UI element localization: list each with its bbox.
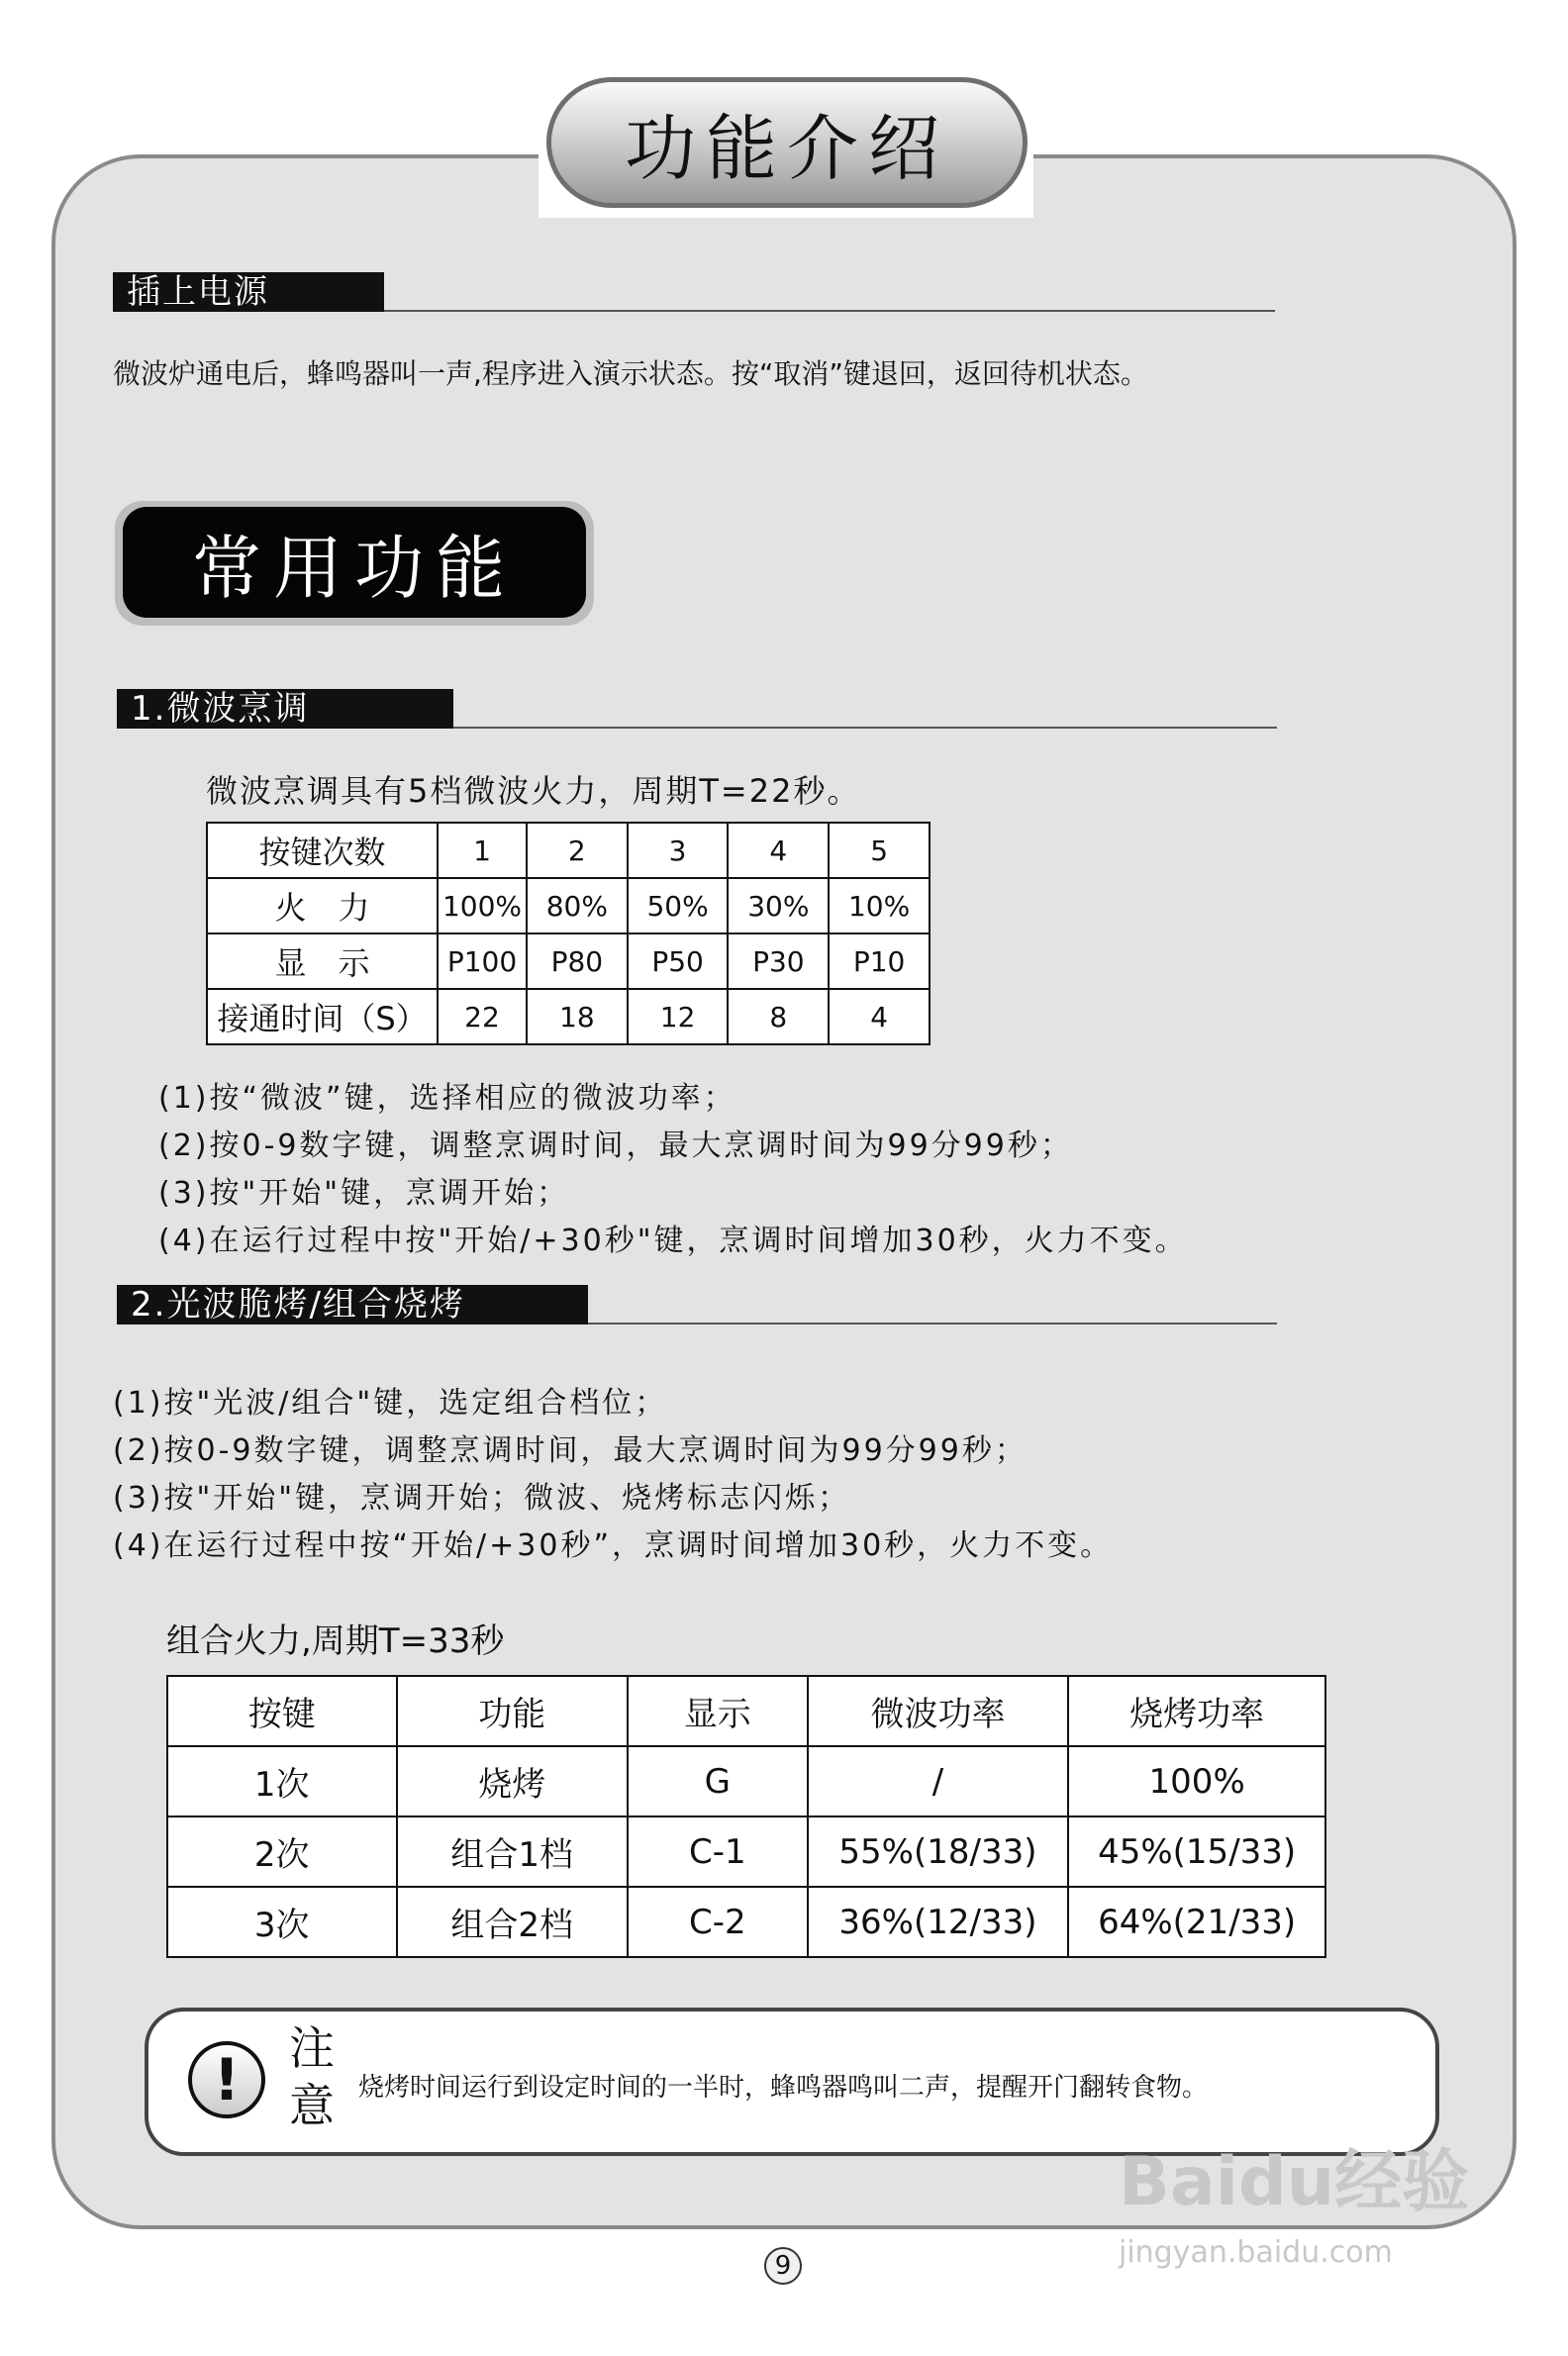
table-cell: 12: [628, 989, 729, 1044]
table-cell: 22: [438, 989, 527, 1044]
table-cell: 55%(18/33): [808, 1816, 1069, 1887]
table-cell: 4: [728, 823, 829, 878]
table-cell: 100%: [1068, 1746, 1325, 1816]
table-cell: C-2: [628, 1887, 808, 1957]
table-cell: 80%: [527, 878, 628, 933]
table-header-cell: 烧烤功率: [1068, 1676, 1325, 1746]
table-cell: 组合1档: [397, 1816, 629, 1887]
grill-step-1: (1)按"光波/组合"键，选定组合档位；: [113, 1386, 668, 1421]
table-cell: 45%(15/33): [1068, 1816, 1325, 1887]
table-cell: 2次: [167, 1816, 397, 1887]
microwave-step-4: (4)在运行过程中按"开始/+30秒"键，烹调时间增加30秒，火力不变。: [158, 1224, 1188, 1258]
table-cell: P100: [438, 933, 527, 989]
table-cell: 100%: [438, 878, 527, 933]
table-cell: 36%(12/33): [808, 1887, 1069, 1957]
note-label-bottom: 意: [289, 2079, 335, 2132]
table-cell: 10%: [829, 878, 930, 933]
table-cell: 接通时间（S）: [207, 989, 438, 1044]
section-rule-microwave: [453, 727, 1277, 729]
page-title: 功能介绍: [624, 107, 949, 190]
table-cell: 64%(21/33): [1068, 1887, 1325, 1957]
note-text: 烧烤时间运行到设定时间的一半时，蜂鸣器鸣叫二声，提醒开门翻转食物。: [358, 2073, 1209, 2103]
table-cell: 1次: [167, 1746, 397, 1816]
table-row: [167, 1816, 1325, 1887]
table-cell: 按键次数: [207, 823, 438, 878]
table-cell: 50%: [628, 878, 729, 933]
table-row: [167, 1887, 1325, 1957]
table-cell: 显 示: [207, 933, 438, 989]
table-row: [207, 878, 930, 933]
section-heading-power: 插上电源: [113, 272, 384, 312]
table-cell: P30: [728, 933, 829, 989]
table-cell: 烧烤: [397, 1746, 629, 1816]
note-label: [289, 2019, 339, 2134]
power-text: 微波炉通电后，蜂鸣器叫一声,程序进入演示状态。按“取消”键退回，返回待机状态。: [113, 357, 1148, 390]
table-header-cell: 功能: [397, 1676, 629, 1746]
table-cell: P10: [829, 933, 930, 989]
section-rule-grill: [588, 1323, 1277, 1325]
grill-step-4: (4)在运行过程中按“开始/+30秒”，烹调时间增加30秒，火力不变。: [113, 1528, 1114, 1563]
grill-step-3: (3)按"开始"键，烹调开始；微波、烧烤标志闪烁；: [113, 1481, 851, 1516]
table-cell: P50: [628, 933, 729, 989]
page-number: 9: [764, 2247, 802, 2285]
grill-step-2: (2)按0-9数字键，调整烹调时间，最大烹调时间为99分99秒；: [113, 1433, 1028, 1468]
table-cell: 2: [527, 823, 628, 878]
table-header-row: [167, 1676, 1325, 1746]
table-header-cell: 按键: [167, 1676, 397, 1746]
section-heading-microwave: 1.微波烹调: [117, 689, 453, 729]
microwave-power-table: [206, 822, 931, 1045]
table-cell: 1: [438, 823, 527, 878]
microwave-step-3: (3)按"开始"键，烹调开始；: [158, 1176, 570, 1211]
microwave-step-1: (1)按“微波”键，选择相应的微波功率；: [158, 1081, 736, 1116]
table-row: [207, 823, 930, 878]
table-cell: 18: [527, 989, 628, 1044]
table-row: [207, 933, 930, 989]
watermark-url: jingyan.baidu.com: [1119, 2235, 1393, 2270]
microwave-intro: 微波烹调具有5档微波火力，周期T=22秒。: [206, 772, 861, 810]
page-title-badge: [546, 77, 1028, 208]
table-row: [167, 1746, 1325, 1816]
table-cell: 组合2档: [397, 1887, 629, 1957]
note-label-top: 注: [289, 2021, 335, 2075]
main-heading-badge: [123, 507, 586, 618]
table-row: [207, 989, 930, 1044]
microwave-step-2: (2)按0-9数字键，调整烹调时间，最大烹调时间为99分99秒；: [158, 1129, 1073, 1163]
table-cell: C-1: [628, 1816, 808, 1887]
exclamation-icon: !: [188, 2041, 265, 2118]
watermark-logo: Baidu经验: [1119, 2143, 1470, 2221]
table-header-cell: 显示: [628, 1676, 808, 1746]
table-cell: 5: [829, 823, 930, 878]
section-rule-power: [384, 310, 1275, 312]
table-cell: 30%: [728, 878, 829, 933]
main-heading: 常用功能: [192, 527, 517, 609]
combo-power-table: [166, 1675, 1326, 1958]
table-header-cell: 微波功率: [808, 1676, 1069, 1746]
table-cell: 3: [628, 823, 729, 878]
table-cell: 8: [728, 989, 829, 1044]
grill-intro: 组合火力,周期T=33秒: [166, 1621, 505, 1661]
table-cell: P80: [527, 933, 628, 989]
section-heading-grill: 2.光波脆烤/组合烧烤: [117, 1285, 588, 1325]
table-cell: 4: [829, 989, 930, 1044]
table-cell: /: [808, 1746, 1069, 1816]
table-cell: 3次: [167, 1887, 397, 1957]
table-cell: 火 力: [207, 878, 438, 933]
table-cell: G: [628, 1746, 808, 1816]
